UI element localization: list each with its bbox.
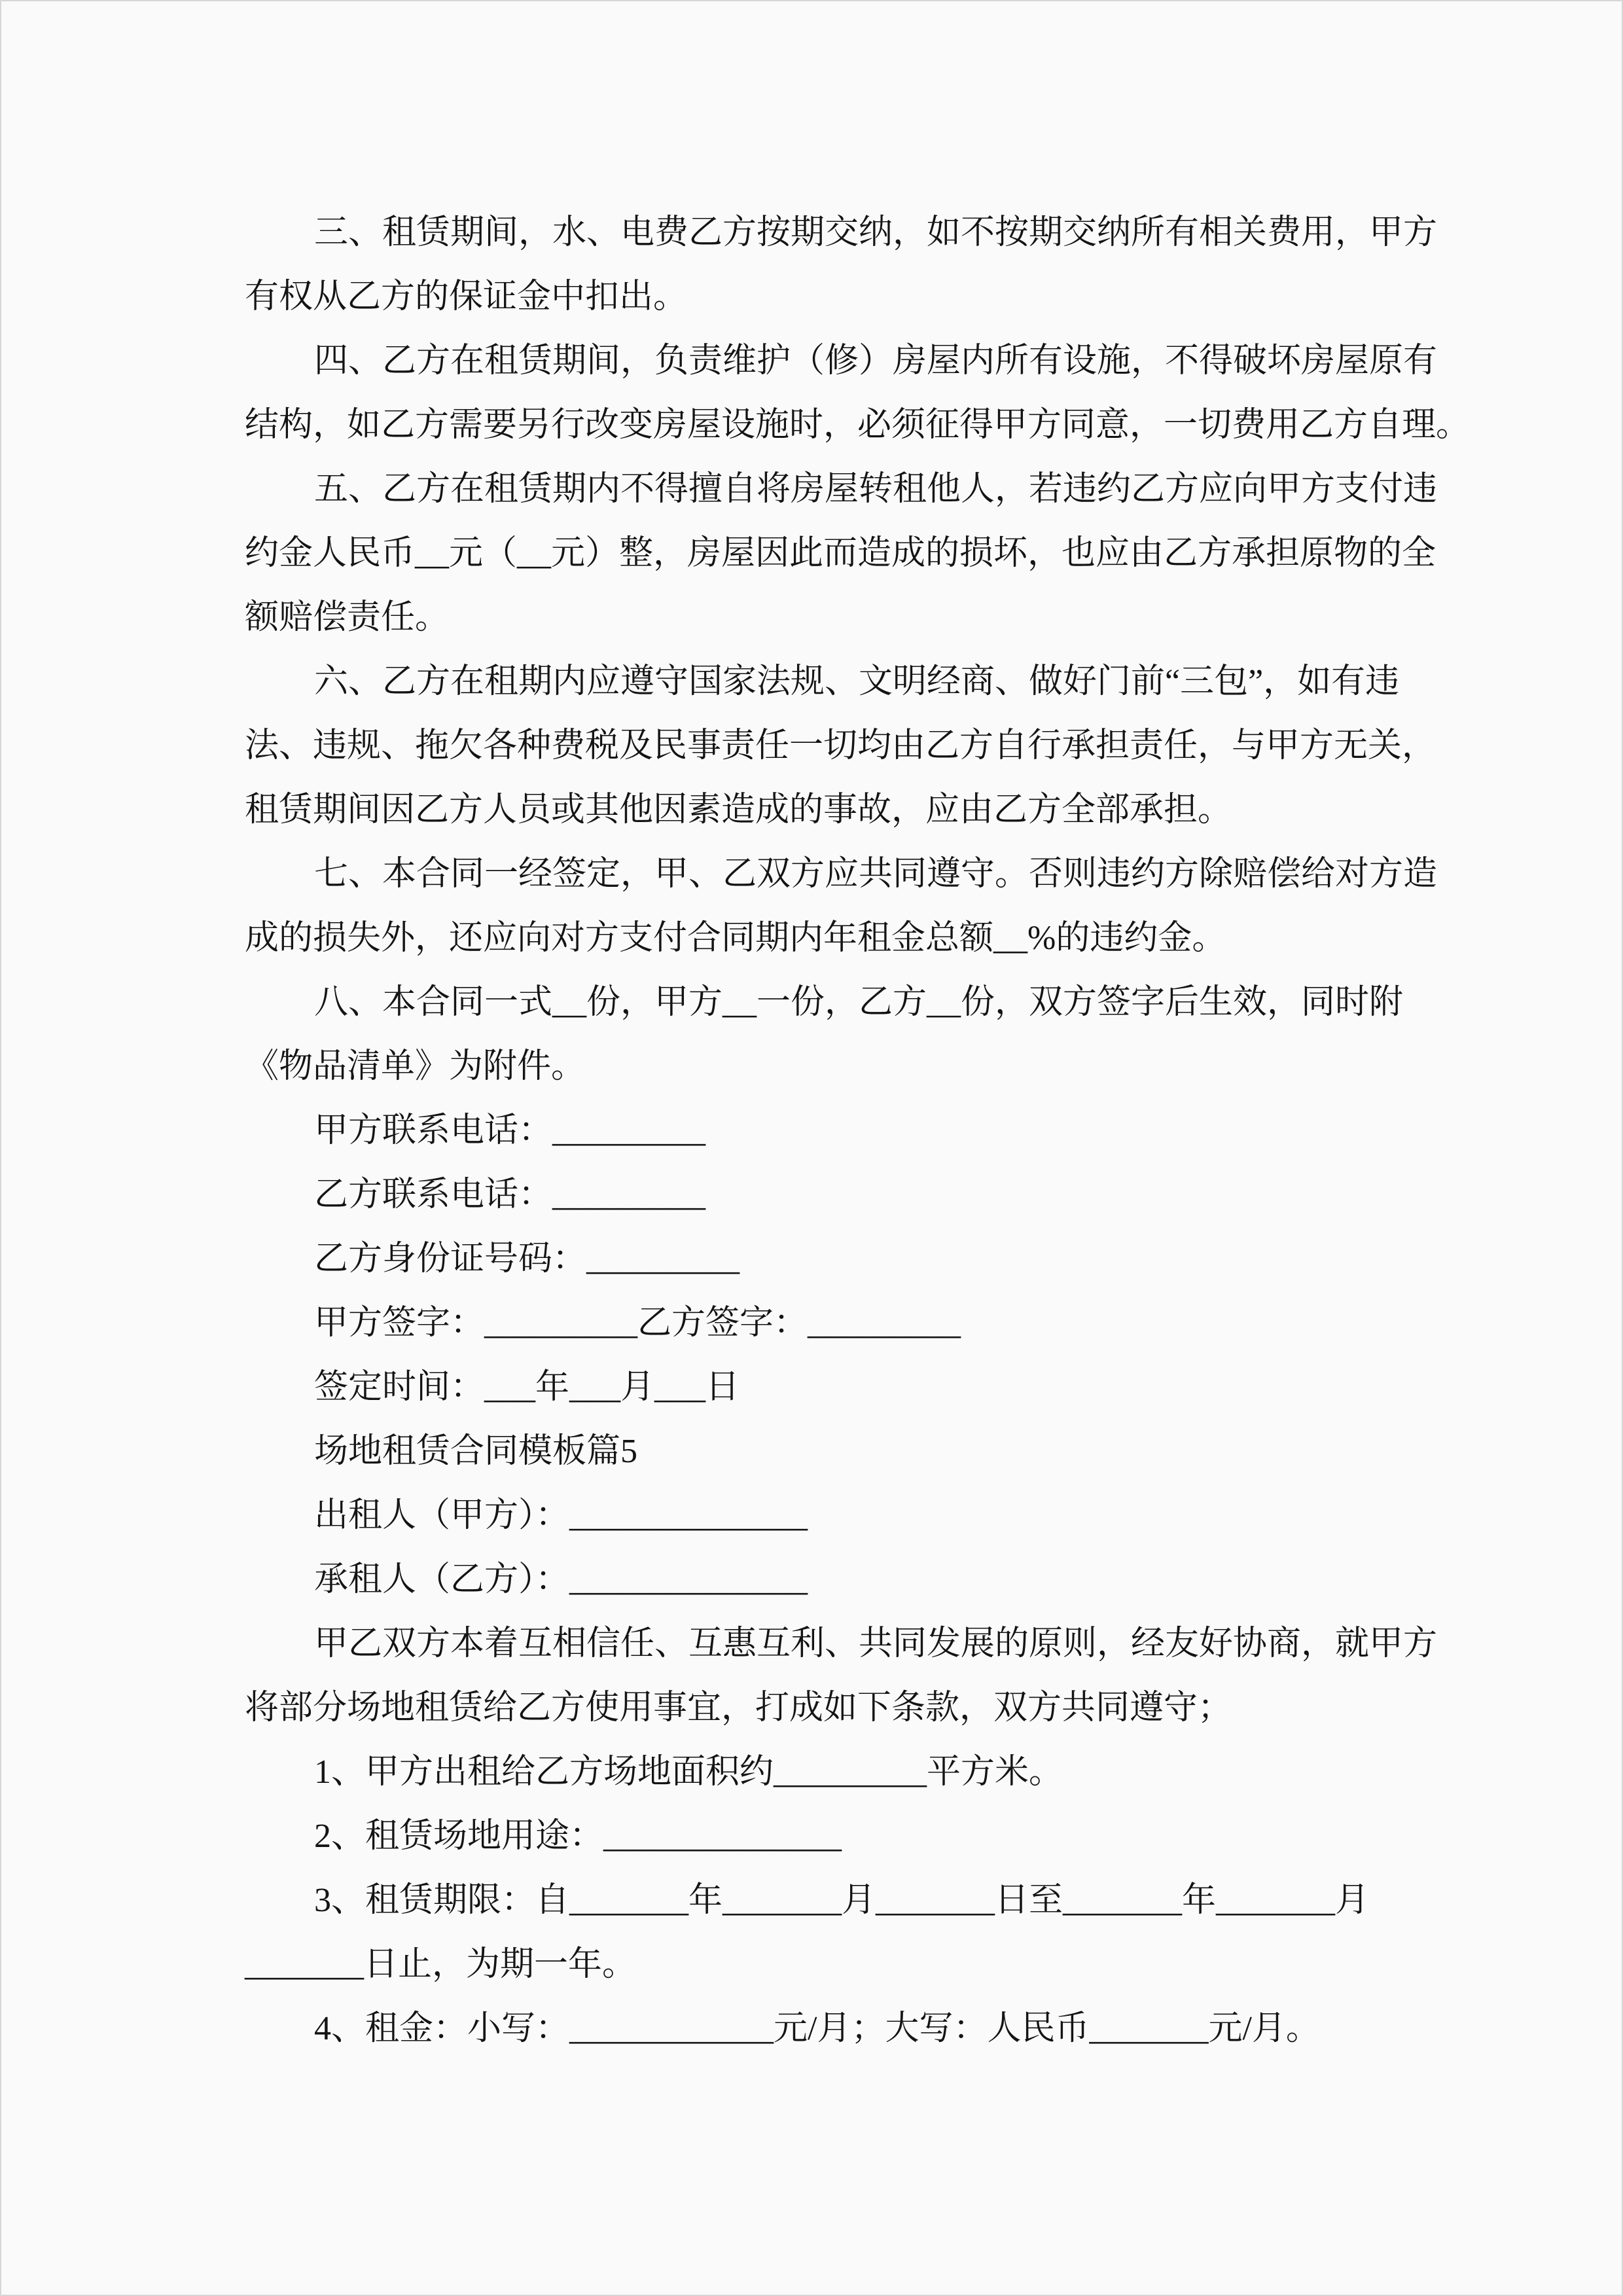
document-text-block — [245, 201, 1471, 2061]
doc-line: 《物品清单》为附件。 — [245, 1048, 586, 1085]
doc-line: 有权从乙方的保证金中扣出。 — [245, 278, 688, 315]
doc-line-party-b-id: 乙方身份证号码：_________ — [314, 1240, 740, 1278]
doc-line-clause-5: 五、乙方在租赁期内不得擅自将房屋转租他人，若违约乙方应向甲方支付违 — [314, 471, 1438, 508]
doc-line-party-a-phone: 甲方联系电话：_________ — [314, 1112, 706, 1149]
doc-line-clause-8: 八、本合同一式__份，甲方__一份，乙方__份，双方签字后生效，同时附 — [314, 984, 1404, 1021]
doc-line-item-3: 3、租赁期限：自_______年_______月_______日至_______年_______月 — [314, 1882, 1370, 1919]
doc-line-preamble: 甲乙双方本着互相信任、互惠互利、共同发展的原则，经友好协商，就甲方 — [314, 1625, 1438, 1662]
doc-line-clause-7: 七、本合同一经签定，甲、乙双方应共同遵守。否则违约方除赔偿给对方造 — [314, 855, 1438, 893]
doc-line-signing-date: 签定时间：___年___月___日 — [314, 1369, 740, 1406]
doc-line: 额赔偿责任。 — [245, 599, 450, 636]
doc-line-party-b-phone: 乙方联系电话：_________ — [314, 1176, 706, 1213]
doc-line-signatures: 甲方签字：_________乙方签字：_________ — [314, 1304, 961, 1342]
doc-line: 结构，如乙方需要另行改变房屋设施时，必须征得甲方同意，一切费用乙方自理。 — [245, 406, 1471, 444]
doc-line-item-4: 4、租金：小写：____________元/月；大写：人民币_______元/月。 — [314, 2010, 1320, 2047]
doc-line-clause-4: 四、乙方在租赁期间，负责维护（修）房屋内所有设施，不得破坏房屋原有 — [314, 342, 1438, 380]
doc-line: 租赁期间因乙方人员或其他因素造成的事故，应由乙方全部承担。 — [245, 791, 1232, 829]
doc-line: 成的损失外，还应向对方支付合同期内年租金总额__%的违约金。 — [245, 920, 1226, 957]
doc-line: 法、违规、拖欠各种费税及民事责任一切均由乙方自行承担责任，与甲方无关， — [245, 727, 1436, 764]
doc-line: _______日止，为期一年。 — [245, 1946, 637, 1983]
doc-line-item-1: 1、甲方出租给乙方场地面积约_________平方米。 — [314, 1753, 1063, 1791]
doc-line-lessor: 出租人（甲方）：______________ — [314, 1497, 808, 1534]
doc-line-item-2: 2、租赁场地用途：______________ — [314, 1818, 842, 1855]
doc-line-lessee: 承租人（乙方）：______________ — [314, 1561, 808, 1598]
doc-line: 将部分场地租赁给乙方使用事宜，打成如下条款，双方共同遵守； — [245, 1689, 1232, 1727]
section-heading-template-5: 场地租赁合同模板篇5 — [314, 1433, 638, 1470]
doc-line: 约金人民币__元（__元）整，房屋因此而造成的损坏，也应由乙方承担原物的全 — [245, 535, 1436, 572]
doc-line-clause-3: 三、租赁期间，水、电费乙方按期交纳，如不按期交纳所有相关费用，甲方 — [314, 214, 1438, 251]
doc-line-clause-6: 六、乙方在租期内应遵守国家法规、文明经商、做好门前“三包”，如有违 — [314, 663, 1400, 700]
